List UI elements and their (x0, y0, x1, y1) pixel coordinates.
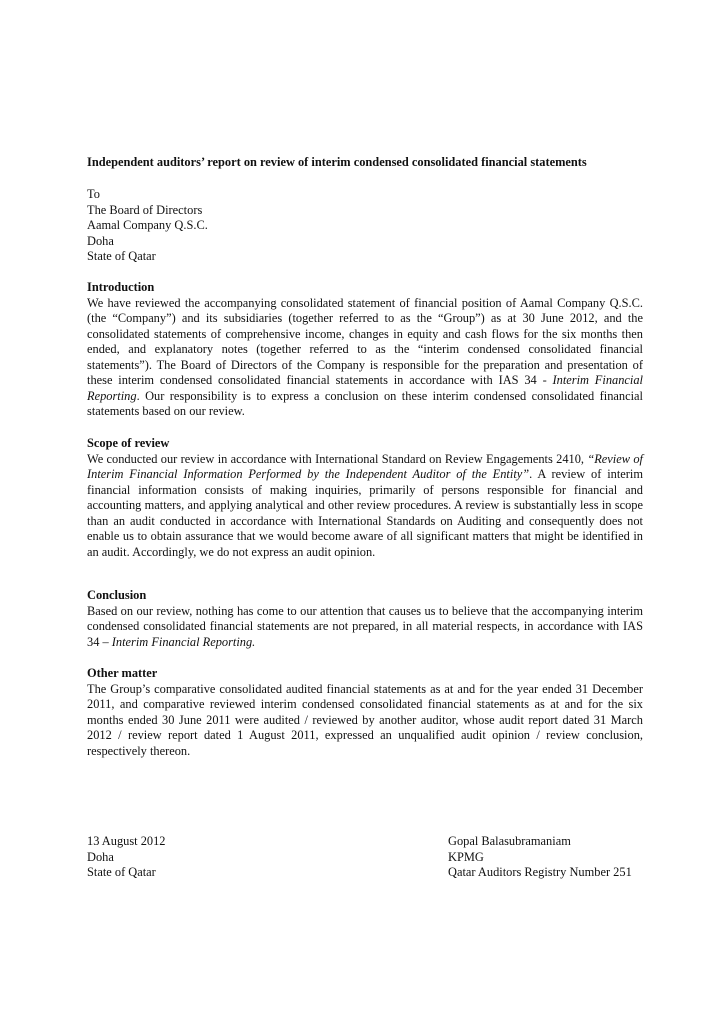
scope-section (87, 436, 643, 560)
introduction-paragraph (87, 296, 643, 420)
addressee-line: Doha (87, 233, 114, 248)
scope-heading: Scope of review (87, 436, 170, 450)
addressee-to: To (87, 187, 100, 201)
signatory-registry: Qatar Auditors Registry Number 251 (448, 865, 632, 879)
conclusion-text: Based on our review, nothing has come to our attention that causes us to believe that the accompanying interim condensed consolidated financial statements are not prepared, in all material respects, in accordance with IAS 34 – (87, 603, 643, 649)
introduction-section (87, 280, 643, 420)
signature-date: 13 August 2012 (87, 834, 166, 848)
conclusion-heading: Conclusion (87, 588, 147, 602)
scope-text: We conducted our review in accordance with International Standard on Review Engagements 2410, (87, 451, 588, 466)
introduction-text: We have reviewed the accompanying consolidated statement of financial position of Aamal Company Q.S.C. (the “Company”) and its subsidiaries (together referred to as the “Group”) as at 30 June 2012, and the consolidated statements of comprehensive income, changes in equity and cash flows for the six months then ended, and explanatory notes (together referred to as the “interim condensed consolidated financial statements”). The Board of Directors of the Company is responsible for the preparation and presentation of these interim condensed consolidated financial statements in accordance with IAS 34 - (87, 295, 643, 387)
addressee-block (87, 187, 208, 265)
introduction-text-end: . Our responsibility is to express a conclusion on these interim condensed consolidated financial statements based on our review. (87, 388, 643, 418)
other-matter-section (87, 666, 643, 759)
conclusion-paragraph (87, 604, 643, 651)
report-title: Independent auditors’ report on review of interim condensed consolidated financial statements (87, 155, 587, 169)
scope-paragraph (87, 452, 643, 561)
signature-city: Doha (87, 849, 114, 864)
conclusion-italic: Interim Financial Reporting. (111, 634, 256, 649)
addressee-line: The Board of Directors (87, 202, 203, 217)
signatory-firm: KPMG (448, 849, 484, 864)
scope-italic: “Review of Interim Financial Information Performed by the Independent Auditor of the Entity” (87, 451, 643, 481)
introduction-italic: Interim Financial Reporting (87, 373, 643, 403)
signature-signatory (448, 834, 632, 881)
addressee-line: State of Qatar (87, 249, 156, 263)
other-matter-paragraph: The Group’s comparative consolidated audited financial statements as at and for the year ended 31 December 2011, and comparative reviewed interim condensed consolidated financial statements as at and for the six months ended 30 June 2011 were audited / reviewed by another auditor, whose audit report dated 31 March 2012 / review report dated 1 August 2011, expressed an unqualified audit opinion / review conclusion, respectively thereon. (87, 681, 643, 758)
other-matter-heading: Other matter (87, 666, 158, 680)
signatory-name: Gopal Balasubramaniam (448, 834, 571, 848)
signature-country: State of Qatar (87, 865, 156, 879)
introduction-heading: Introduction (87, 280, 155, 294)
addressee-line: Aamal Company Q.S.C. (87, 218, 208, 232)
signature-date-place (87, 834, 165, 881)
conclusion-section (87, 588, 643, 650)
scope-text-end: . A review of interim financial information consists of making inquiries, primarily of persons responsible for financial and accounting matters, and applying analytical and other review procedures. A review is substantially less in scope than an audit conducted in accordance with International Standards on Auditing and consequently does not enable us to obtain assurance that we would become aware of all significant matters that might be identified in an audit. Accordingly, we do not express an audit opinion. (87, 467, 643, 559)
